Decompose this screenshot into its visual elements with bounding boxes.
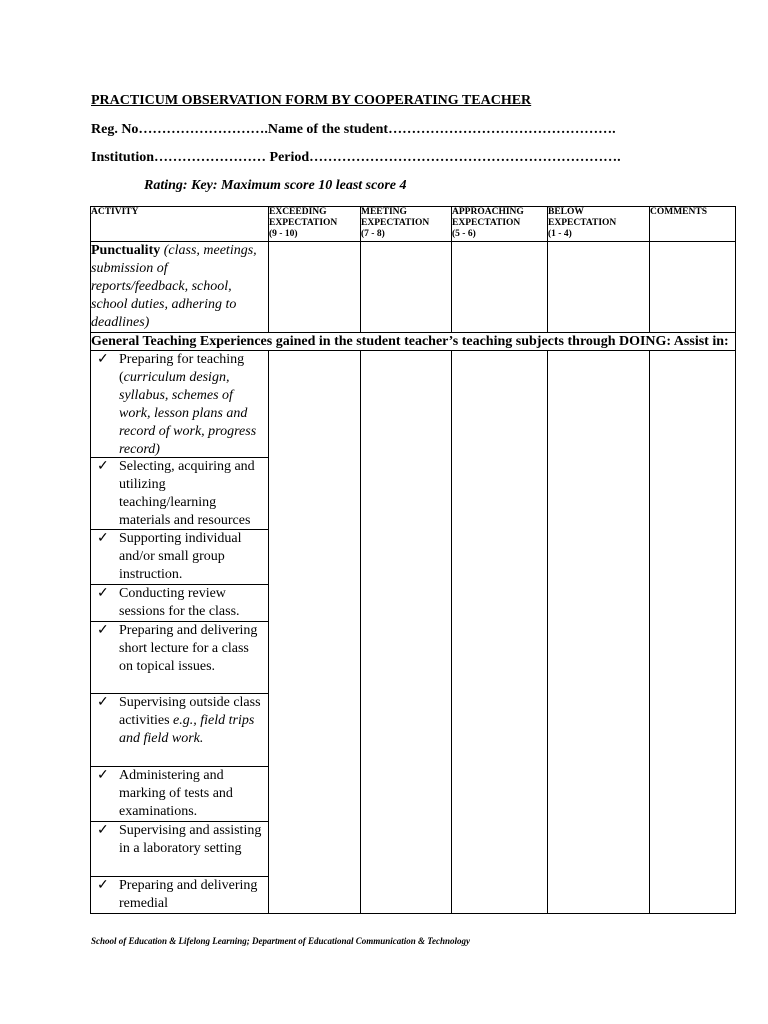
punctuality-cell: Punctuality (class, meetings, submission of reports/feedback, school, school duties, adhering to deadlines) — [91, 242, 269, 333]
activity-item: ✓ Supervising outside class activities e.g., field trips and field work. — [91, 694, 268, 767]
activity-item: ✓ Preparing and delivering remedial — [91, 877, 268, 913]
score-cell[interactable] — [548, 242, 650, 333]
section-heading: General Teaching Experiences gained in the student teacher’s teaching subjects through DOING: Assist in: — [91, 333, 736, 351]
score-cell[interactable] — [269, 242, 361, 333]
checkmark-icon: ✓ — [97, 586, 109, 601]
checkmark-icon: ✓ — [97, 623, 109, 638]
header-below: BELOW EXPECTATION (1 - 4) — [548, 207, 650, 242]
observation-table — [90, 206, 736, 914]
header-approaching: APPROACHING EXPECTATION (5 - 6) — [452, 207, 548, 242]
header-exceeding: EXCEEDING EXPECTATION (9 - 10) — [269, 207, 361, 242]
checkmark-icon: ✓ — [97, 878, 109, 893]
score-cell[interactable] — [269, 351, 361, 914]
header-meeting: MEETING EXPECTATION (7 - 8) — [361, 207, 452, 242]
score-cell[interactable] — [361, 242, 452, 333]
activity-items-cell — [91, 351, 269, 914]
activity-item: ✓ Administering and marking of tests and examinations. — [91, 767, 268, 822]
footer-text: School of Education & Lifelong Learning; Department of Educational Communication & Technology — [91, 936, 470, 946]
checkmark-icon: ✓ — [97, 459, 109, 474]
checkmark-icon: ✓ — [97, 823, 109, 838]
punctuality-row — [91, 242, 736, 333]
institution-period-line: Institution…………………… Period…………………………………………………………. — [91, 150, 621, 165]
activity-item: ✓ Supervising and assisting in a laboratory setting — [91, 822, 268, 877]
activity-item: ✓ Preparing for teaching (curriculum design, syllabus, schemes of work, lesson plans and record of work, progress record) — [91, 351, 268, 458]
checkmark-icon: ✓ — [97, 531, 109, 546]
checkmark-icon: ✓ — [97, 352, 109, 367]
header-comments: COMMENTS — [650, 207, 736, 242]
header-row — [91, 207, 736, 242]
header-activity: ACTIVITY — [91, 207, 269, 242]
comment-cell[interactable] — [650, 351, 736, 914]
activity-item: ✓ Selecting, acquiring and utilizing teaching/learning materials and resources — [91, 458, 268, 530]
score-cell[interactable] — [452, 351, 548, 914]
score-cell[interactable] — [548, 351, 650, 914]
comment-cell[interactable] — [650, 242, 736, 333]
form-title: PRACTICUM OBSERVATION FORM BY COOPERATING TEACHER — [91, 93, 532, 108]
checkmark-icon: ✓ — [97, 695, 109, 710]
activity-item: ✓ Supporting individual and/or small group instruction. — [91, 530, 268, 585]
items-row — [91, 351, 736, 914]
score-cell[interactable] — [361, 351, 452, 914]
score-cell[interactable] — [452, 242, 548, 333]
activity-item: ✓ Conducting review sessions for the class. — [91, 585, 268, 622]
rating-key: Rating: Key: Maximum score 10 least score 4 — [144, 178, 407, 193]
reg-name-line: Reg. No……………………….Name of the student…………………………………………. — [91, 122, 616, 137]
checkmark-icon: ✓ — [97, 768, 109, 783]
section-row — [91, 333, 736, 351]
activity-item: ✓ Preparing and delivering short lecture for a class on topical issues. — [91, 622, 268, 694]
